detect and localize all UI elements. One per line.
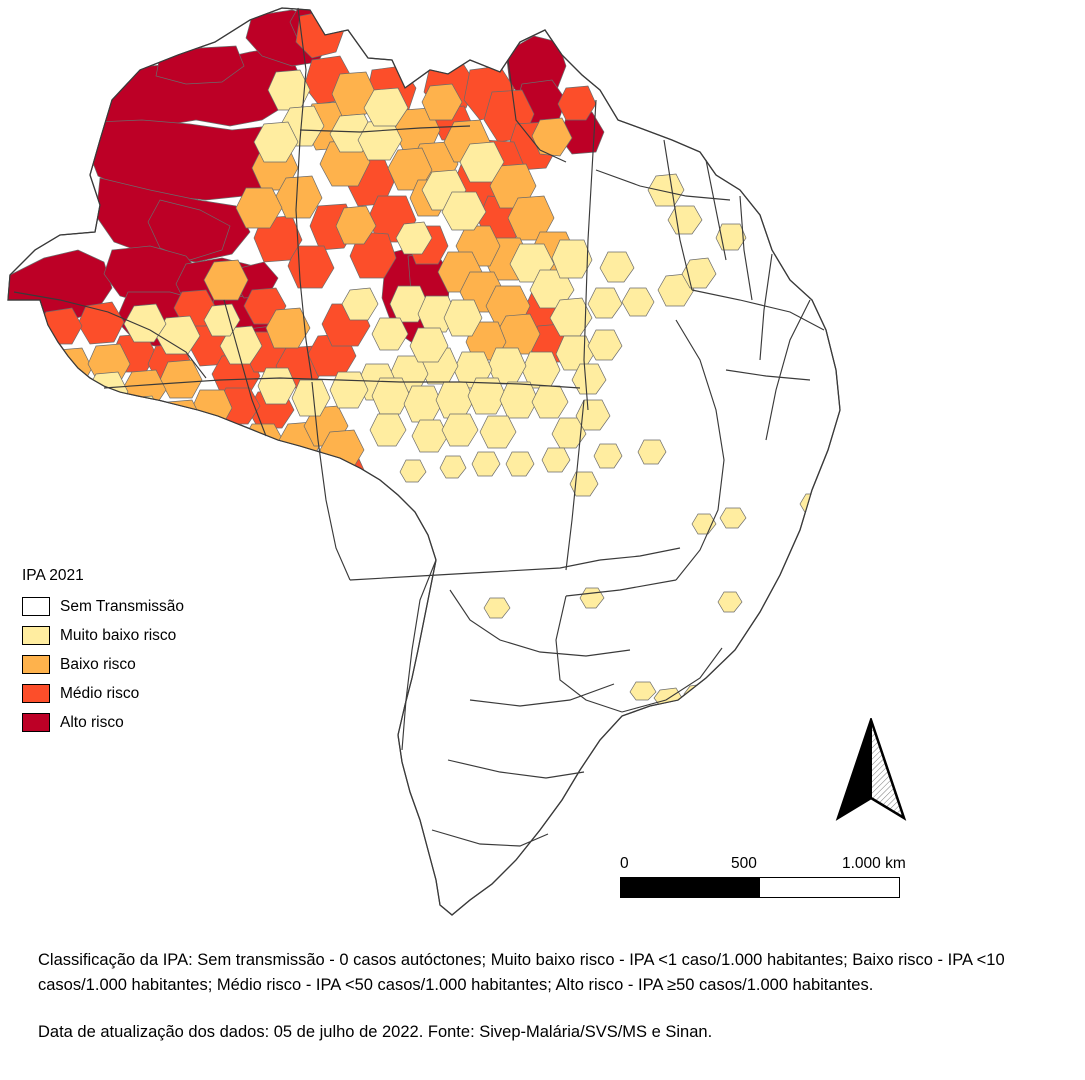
legend-swatch-medio-risco (22, 684, 50, 703)
legend-swatch-sem-transmissao (22, 597, 50, 616)
legend-item-medio-risco (22, 679, 237, 708)
legend-item-baixo-risco (22, 650, 237, 679)
map-scalebar (620, 855, 906, 898)
map-caption (38, 948, 1048, 1045)
legend-title: IPA 2021 (22, 567, 84, 584)
legend-label-muito-baixo-risco: Muito baixo risco (60, 626, 177, 644)
caption-source: Data de atualização dos dados: 05 de julho de 2022. Fonte: Sivep-Malária/SVS/MS e Sinan. (38, 1023, 713, 1041)
caption-classification: Classificação da IPA: Sem transmissão - 0 casos autóctones; Muito baixo risco - IPA <1 caso/1.000 habitantes; Baixo risco - IPA <10 casos/1.000 habitantes; Médio risco - IPA <50 casos/1.000 habitantes; Alto risco - IPA ≥50 casos/1.000 habitantes. (38, 951, 1005, 994)
legend-item-sem-transmissao (22, 592, 237, 621)
map-legend (22, 566, 237, 737)
scalebar-labels (620, 855, 906, 877)
legend-label-baixo-risco: Baixo risco (60, 655, 136, 673)
legend-label-alto-risco: Alto risco (60, 713, 124, 731)
scalebar-tick-500: 500 (731, 855, 757, 872)
legend-item-muito-baixo-risco (22, 621, 237, 650)
legend-label-medio-risco: Médio risco (60, 684, 140, 702)
legend-label-sem-transmissao: Sem Transmissão (60, 597, 185, 615)
north-arrow-icon (828, 718, 914, 823)
scalebar-segment-1 (621, 878, 760, 897)
legend-swatch-baixo-risco (22, 655, 50, 674)
legend-swatch-muito-baixo-risco (22, 626, 50, 645)
legend-item-alto-risco (22, 708, 237, 737)
scalebar-bar (620, 877, 900, 898)
scalebar-tick-1000: 1.000 km (842, 855, 906, 872)
legend-swatch-alto-risco (22, 713, 50, 732)
scalebar-segment-2 (760, 878, 899, 897)
scalebar-tick-0: 0 (620, 855, 629, 872)
